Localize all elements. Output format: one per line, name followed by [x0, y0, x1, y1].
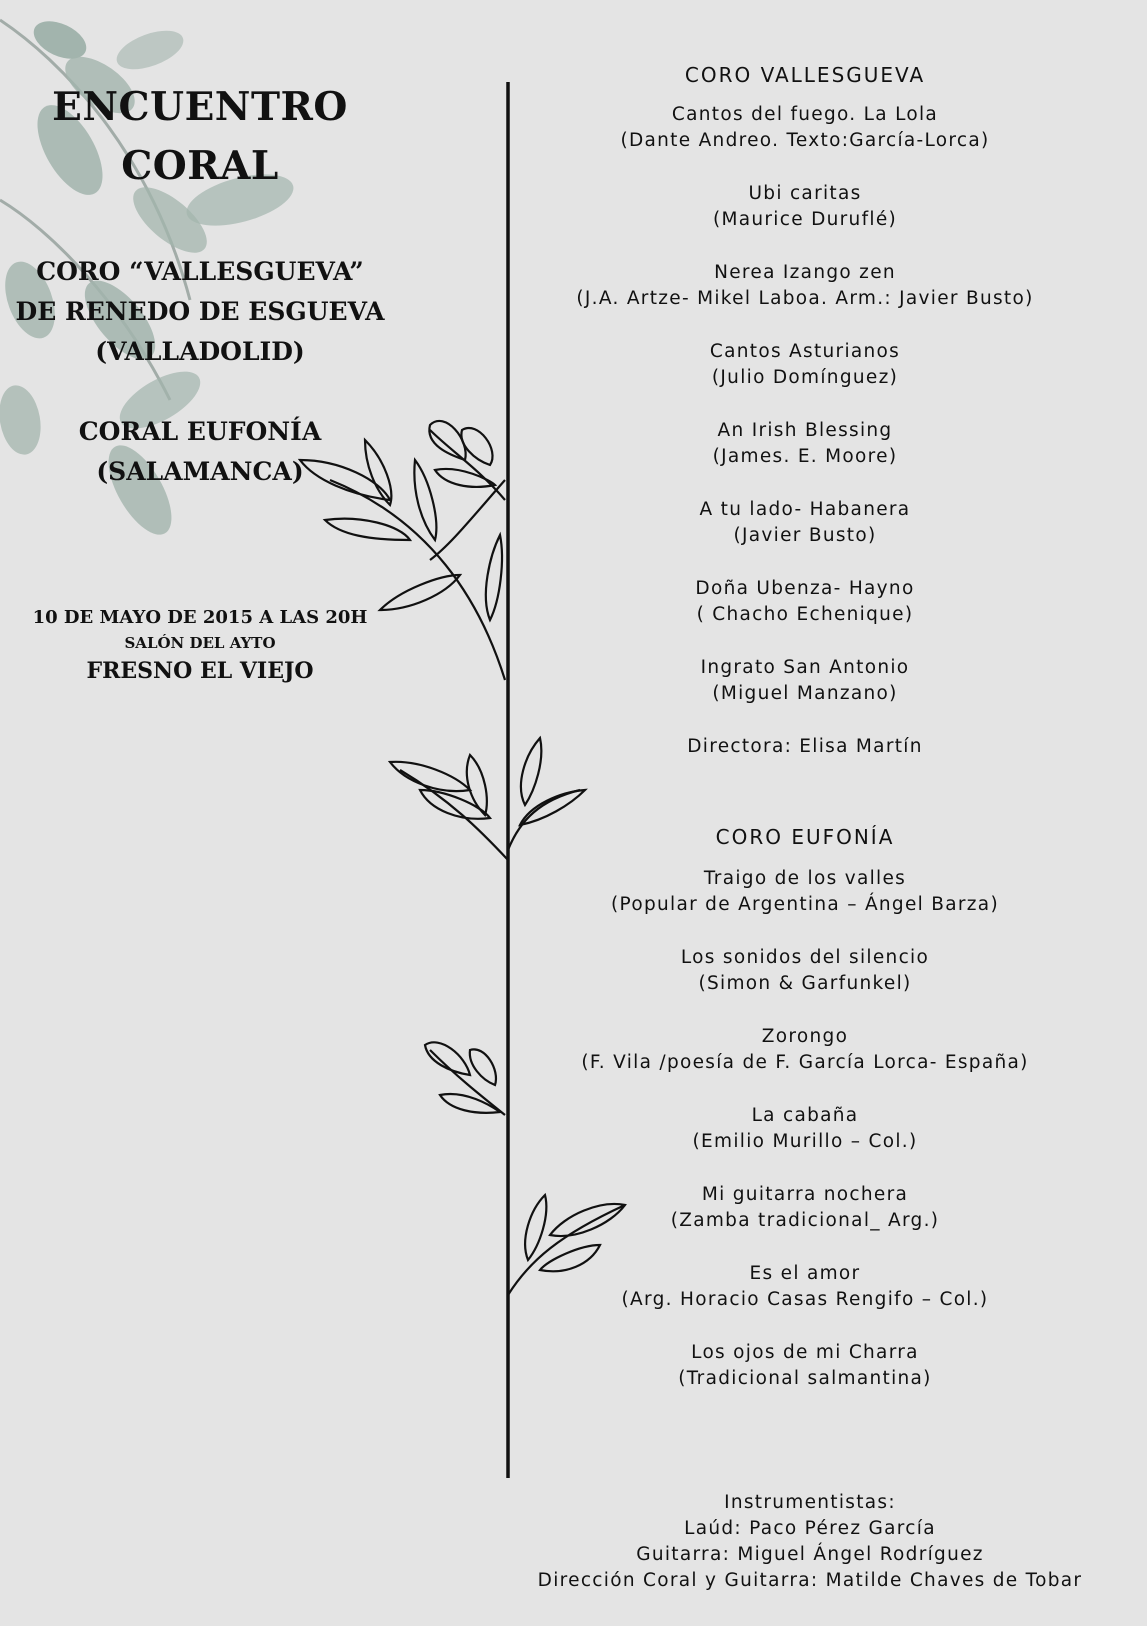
event-date: 10 DE MAYO DE 2015 A LAS 20H [32, 607, 368, 628]
list-item [545, 1340, 1065, 1419]
piece-title: Los ojos de mi Charra [691, 1342, 919, 1363]
list-item [545, 497, 1065, 576]
piece-title: Zorongo [761, 1026, 849, 1047]
piece-credit: (Simon & Garfunkel) [698, 973, 912, 994]
instrumentalists-heading: Instrumentistas: [724, 1492, 896, 1513]
piece-credit: (Miguel Manzano) [712, 683, 898, 704]
piece-credit: (J.A. Artze- Mikel Laboa. Arm.: Javier Busto) [576, 288, 1034, 309]
piece-credit: (Emilio Murillo – Col.) [692, 1131, 918, 1152]
section-spacer [545, 760, 1065, 824]
piece-title: Es el amor [749, 1263, 861, 1284]
event-details [0, 605, 400, 687]
piece-title: A tu lado- Habanera [699, 499, 911, 520]
choirs-heading [0, 252, 400, 492]
piece-title: Ubi caritas [748, 183, 862, 204]
event-venue: SALÓN DEL AYTO [124, 634, 276, 652]
piece-credit: (F. Vila /poesía de F. García Lorca- España) [581, 1052, 1029, 1073]
section-title-vallesgueva: CORO VALLESGUEVA [684, 63, 926, 87]
list-item [545, 260, 1065, 339]
choir-line-6: (SALAMANCA) [96, 457, 304, 486]
piece-credit: (Tradicional salmantina) [678, 1368, 932, 1389]
piece-credit: (Popular de Argentina – Ángel Barza) [611, 894, 999, 915]
list-item [545, 1024, 1065, 1103]
event-town: FRESNO EL VIEJO [86, 658, 314, 684]
instrumentalist-line: Laúd: Paco Pérez García [684, 1518, 936, 1539]
list-item [545, 576, 1065, 655]
piece-title: Mi guitarra nochera [701, 1184, 909, 1205]
program-list [545, 62, 1065, 1419]
piece-credit: (Dante Andreo. Texto:García-Lorca) [620, 130, 990, 151]
piece-credit: (Zamba tradicional_ Arg.) [670, 1210, 940, 1231]
piece-credit: ( Chacho Echenique) [696, 604, 914, 625]
piece-title: La cabaña [751, 1105, 859, 1126]
title-line-2: CORAL [121, 143, 279, 189]
piece-credit: (Julio Domínguez) [711, 367, 899, 388]
list-item [545, 945, 1065, 1024]
event-title [0, 78, 400, 196]
piece-credit: (Arg. Horacio Casas Rengifo – Col.) [621, 1289, 989, 1310]
piece-title: Ingrato San Antonio [700, 657, 910, 678]
choir-line-3: (VALLADOLID) [95, 337, 305, 366]
section-title-eufonia: CORO EUFONÍA [715, 825, 895, 849]
piece-title: Cantos Asturianos [709, 341, 901, 362]
list-item [545, 1103, 1065, 1182]
instrumentalists [500, 1490, 1120, 1594]
list-item [545, 866, 1065, 945]
list-item [545, 655, 1065, 734]
piece-title: Traigo de los valles [703, 868, 907, 889]
list-item [545, 181, 1065, 260]
choir-gap [0, 372, 400, 412]
list-item [545, 1261, 1065, 1340]
piece-credit: (James. E. Moore) [712, 446, 898, 467]
choir-line-2: DE RENEDO DE ESGUEVA [15, 297, 385, 326]
piece-title: Doña Ubenza- Hayno [695, 578, 915, 599]
instrumentalist-line: Dirección Coral y Guitarra: Matilde Chaves de Tobar [537, 1570, 1083, 1591]
piece-credit: (Javier Busto) [733, 525, 877, 546]
title-line-1: ENCUENTRO [52, 84, 348, 130]
choir-line-5: CORAL EUFONÍA [78, 417, 322, 446]
list-item [545, 339, 1065, 418]
director-line: Directora: Elisa Martín [687, 736, 923, 757]
piece-credit: (Maurice Duruflé) [712, 209, 898, 230]
piece-title: Cantos del fuego. La Lola [671, 104, 939, 125]
piece-title: Nerea Izango zen [714, 262, 896, 283]
choir-line-1: CORO “VALLESGUEVA” [36, 257, 364, 286]
list-item [545, 102, 1065, 181]
list-item [545, 1182, 1065, 1261]
list-item [545, 418, 1065, 497]
piece-title: An Irish Blessing [717, 420, 893, 441]
instrumentalist-line: Guitarra: Miguel Ángel Rodríguez [636, 1544, 984, 1565]
piece-title: Los sonidos del silencio [680, 947, 930, 968]
